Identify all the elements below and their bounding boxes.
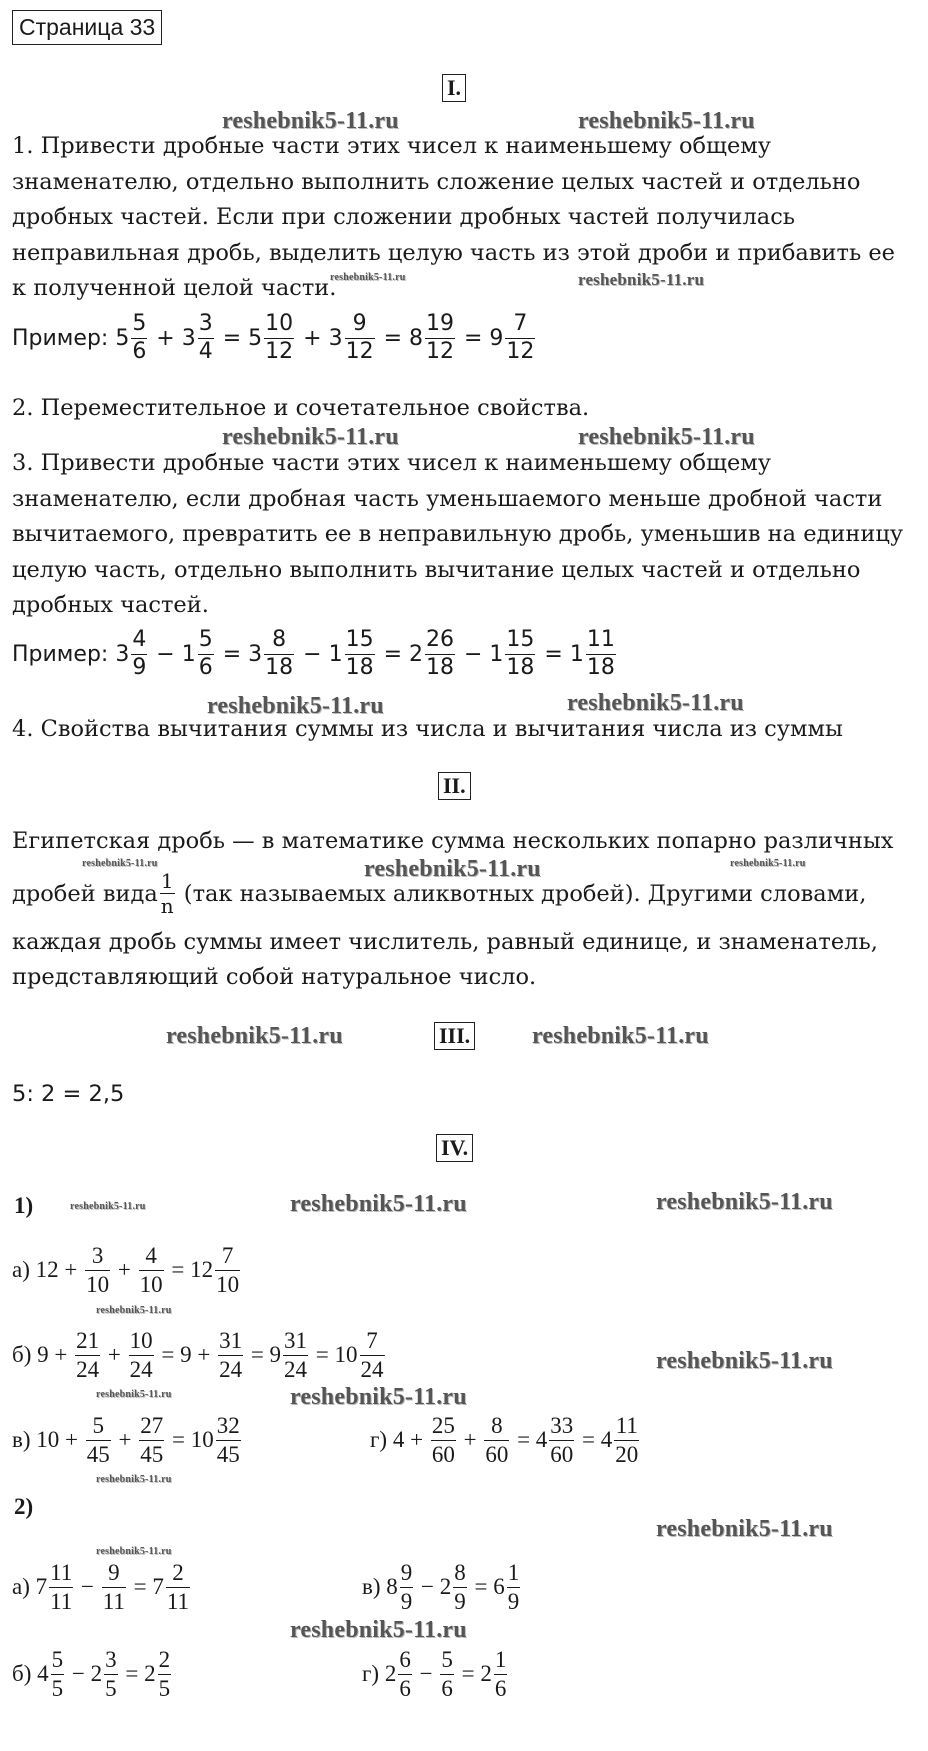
item-2-text: 2. Переместительное и сочетательное свойства. — [12, 395, 590, 421]
fraction: $\frac{3}{10}$ — [86, 1243, 110, 1297]
watermark: reshebnik5-11.ru — [96, 1389, 172, 1400]
fraction: $\frac{27}{45}$ — [140, 1413, 164, 1467]
fraction: $\frac{7}{10}$ — [216, 1243, 240, 1297]
task-number-1: 1) — [14, 1193, 34, 1218]
fraction: $\frac{26}{18}$ — [426, 627, 454, 680]
watermark: reshebnik5-11.ru — [70, 1201, 146, 1212]
task-2v: в) 8 $\frac{9}{9}$ − 2 $\frac{8}{9}$ = 6 $\frac{1}{9}$ — [362, 1560, 520, 1614]
whole: 1 — [569, 641, 584, 667]
fraction: $\frac{7}{24}$ — [360, 1328, 384, 1382]
page-label: Страница 33 — [12, 10, 162, 45]
watermark: reshebnik5-11.ru — [578, 424, 755, 450]
task-1g: г) 4 + $\frac{25}{60}$ + $\frac{8}{60}$ = 4 $\frac{33}{60}$ = 4 $\frac{11}{20}$ — [370, 1413, 639, 1467]
example-label: Пример: — [12, 641, 116, 667]
egyptian-fraction-line-4: представляющий собой натуральное число. — [12, 964, 537, 990]
whole: 5 — [248, 325, 263, 351]
fraction: $\frac{5}{5}$ — [51, 1647, 64, 1701]
task-label: а) — [12, 1574, 36, 1600]
whole: 8 — [409, 325, 423, 351]
task-label: в) — [362, 1574, 387, 1600]
task-1a: а) 12 + $\frac{3}{10}$ + $\frac{4}{10}$ = 12 $\frac{7}{10}$ — [12, 1243, 240, 1297]
watermark: reshebnik5-11.ru — [656, 1516, 833, 1542]
whole: 3 — [248, 641, 263, 667]
item-4-text: 4. Свойства вычитания суммы из числа и вычитания числа из суммы — [12, 716, 843, 742]
section-heading-1: I. — [442, 74, 466, 102]
fraction: $\frac{10}{24}$ — [129, 1328, 153, 1382]
whole: 1 — [328, 641, 343, 667]
fraction: $\frac{11}{18}$ — [586, 627, 615, 680]
section-heading-2: II. — [438, 772, 471, 800]
task-2g: г) 2 $\frac{6}{6}$ − $\frac{5}{6}$ = 2 $\frac{1}{6}$ — [362, 1647, 507, 1701]
fraction: $\frac{10}{12}$ — [265, 311, 294, 364]
watermark: reshebnik5-11.ru — [656, 1348, 833, 1374]
whole: 1 — [489, 641, 504, 667]
egyptian-fraction-line-1: Египетская дробь — в математике сумма нескольких попарно различных — [12, 828, 894, 854]
fraction: $\frac{1}{9}$ — [507, 1560, 520, 1614]
fraction: $\frac{21}{24}$ — [76, 1328, 100, 1382]
fraction: $\frac{15}{18}$ — [506, 627, 535, 680]
fraction: $\frac{8}{9}$ — [454, 1560, 466, 1614]
section-3-answer: 5: 2 = 2,5 — [12, 1081, 125, 1107]
fraction: $\frac{5}{6}$ — [441, 1647, 453, 1701]
fraction: $\frac{9}{11}$ — [102, 1560, 125, 1614]
fraction: $\frac{3}{5}$ — [105, 1647, 117, 1701]
fraction: $\frac{4}{10}$ — [139, 1243, 163, 1297]
task-2b: б) 4 $\frac{5}{5}$ − 2 $\frac{3}{5}$ = 2 $\frac{2}{5}$ — [12, 1647, 171, 1701]
task-label: б) — [12, 1661, 38, 1687]
watermark: reshebnik5-11.ru — [730, 858, 806, 869]
fraction: $\frac{9}{9}$ — [400, 1560, 413, 1614]
text-fragment: (так называемых аликвотных дробей). Другими словами, — [176, 880, 867, 907]
watermark: reshebnik5-11.ru — [330, 272, 406, 283]
fraction: $\frac{11}{20}$ — [615, 1413, 639, 1467]
fraction: $\frac{1}{6}$ — [494, 1647, 507, 1701]
watermark: reshebnik5-11.ru — [82, 858, 158, 869]
whole: 2 — [409, 641, 423, 667]
whole: 9 — [489, 325, 504, 351]
task-label: г) — [362, 1661, 385, 1687]
task-1b: б) 9 + $\frac{21}{24}$ + $\frac{10}{24}$ = 9 + $\frac{31}{24}$ = 9 $\frac{31}{24}$ = 10 $\frac{7}{24}$ — [12, 1328, 384, 1382]
whole: 3 — [328, 325, 343, 351]
fraction: $\frac{31}{24}$ — [284, 1328, 308, 1382]
task-label: в) — [12, 1427, 37, 1453]
fraction: $\frac{5}{6}$ — [198, 627, 213, 680]
watermark: reshebnik5-11.ru — [532, 1023, 709, 1049]
fraction: $\frac{3}{4}$ — [198, 311, 213, 364]
fraction: $\frac{5}{6}$ — [132, 311, 147, 364]
watermark: reshebnik5-11.ru — [578, 108, 755, 134]
text-fragment: дробей вида — [12, 880, 158, 907]
fraction: $\frac{6}{6}$ — [399, 1647, 411, 1701]
whole: 1 — [181, 641, 196, 667]
fraction: $\frac{8}{60}$ — [485, 1413, 509, 1467]
whole: 5 — [115, 325, 130, 351]
fraction: $\frac{8}{18}$ — [265, 627, 294, 680]
fraction: $\frac{33}{60}$ — [550, 1413, 574, 1467]
fraction: $\frac{5}{45}$ — [86, 1413, 110, 1467]
task-label: а) — [12, 1257, 36, 1283]
fraction: $\frac{2}{11}$ — [166, 1560, 190, 1614]
whole: 3 — [115, 641, 130, 667]
fraction: $\frac{4}{9}$ — [132, 627, 147, 680]
item-3-text: 3. Привести дробные части этих чисел к наименьшему общему знаменателю, если дробная часть уменьшаемого меньше дробной части вычитаемого, превратить ее в неправильную дробь, уменьшив на единицу целую часть, отдельно выполнить вычитание целых частей и отдельно дробных частей. — [12, 450, 904, 618]
fraction: $\frac{9}{12}$ — [345, 311, 374, 364]
task-2a: а) 7 $\frac{11}{11}$ − $\frac{9}{11}$ = 7 $\frac{2}{11}$ — [12, 1560, 190, 1614]
fraction: $\frac{2}{5}$ — [158, 1647, 171, 1701]
watermark: reshebnik5-11.ru — [96, 1546, 172, 1557]
task-label: г) — [370, 1427, 393, 1453]
watermark: reshebnik5-11.ru — [96, 1474, 172, 1485]
unit-fraction: $\frac{1}{n}$ — [160, 869, 174, 919]
task-1v: в) 10 + $\frac{5}{45}$ + $\frac{27}{45}$ = 10 $\frac{32}{45}$ — [12, 1413, 240, 1467]
watermark: reshebnik5-11.ru — [207, 693, 384, 719]
watermark: reshebnik5-11.ru — [290, 1617, 467, 1643]
egyptian-fraction-line-2 — [12, 870, 866, 918]
fraction: $\frac{19}{12}$ — [426, 311, 454, 364]
fraction: $\frac{7}{12}$ — [506, 311, 535, 364]
watermark: reshebnik5-11.ru — [567, 690, 744, 716]
watermark: reshebnik5-11.ru — [222, 108, 399, 134]
fraction: $\frac{25}{60}$ — [431, 1413, 455, 1467]
fraction: $\frac{15}{18}$ — [345, 627, 374, 680]
fraction: $\frac{31}{24}$ — [219, 1328, 243, 1382]
watermark: reshebnik5-11.ru — [656, 1189, 833, 1215]
egyptian-fraction-line-3: каждая дробь суммы имеет числитель, равный единице, и знаменатель, — [12, 929, 878, 955]
watermark: reshebnik5-11.ru — [166, 1023, 343, 1049]
task-label: б) — [12, 1342, 38, 1368]
fraction: $\frac{11}{11}$ — [50, 1560, 73, 1614]
example-label: Пример: — [12, 325, 116, 351]
item-1-text: 1. Привести дробные части этих чисел к наименьшему общему знаменателю, отдельно выполнить сложение целых частей и отдельно дробных частей. Если при сложении дробных частей получилась неправильная дробь, выделить целую часть из этой дроби и прибавить ее к полученной целой части. — [12, 133, 895, 301]
watermark: reshebnik5-11.ru — [96, 1305, 172, 1316]
watermark: reshebnik5-11.ru — [222, 424, 399, 450]
example-1-formula: Пример: 5 $\frac{5}{6}$ + 3 $\frac{3}{4}$ = 5 $\frac{10}{12}$ + 3 $\frac{9}{12}$ = 8 $\frac{19}{12}$ = 9 $\frac{7}{12}$ — [12, 311, 535, 364]
watermark: reshebnik5-11.ru — [578, 270, 705, 289]
fraction: $\frac{32}{45}$ — [216, 1413, 240, 1467]
section-heading-3: III. — [434, 1022, 475, 1050]
watermark: reshebnik5-11.ru — [290, 1191, 467, 1217]
task-number-2: 2) — [14, 1494, 34, 1519]
whole: 3 — [181, 325, 196, 351]
section-heading-4: IV. — [436, 1134, 473, 1162]
watermark: reshebnik5-11.ru — [364, 856, 541, 882]
watermark: reshebnik5-11.ru — [290, 1384, 467, 1410]
example-2-formula: Пример: 3 $\frac{4}{9}$ − 1 $\frac{5}{6}$ = 3 $\frac{8}{18}$ − 1 $\frac{15}{18}$ = 2 $\frac{26}{18}$ − 1 $\frac{15}{18}$ = 1 $\frac{11}{18}$ — [12, 627, 615, 680]
